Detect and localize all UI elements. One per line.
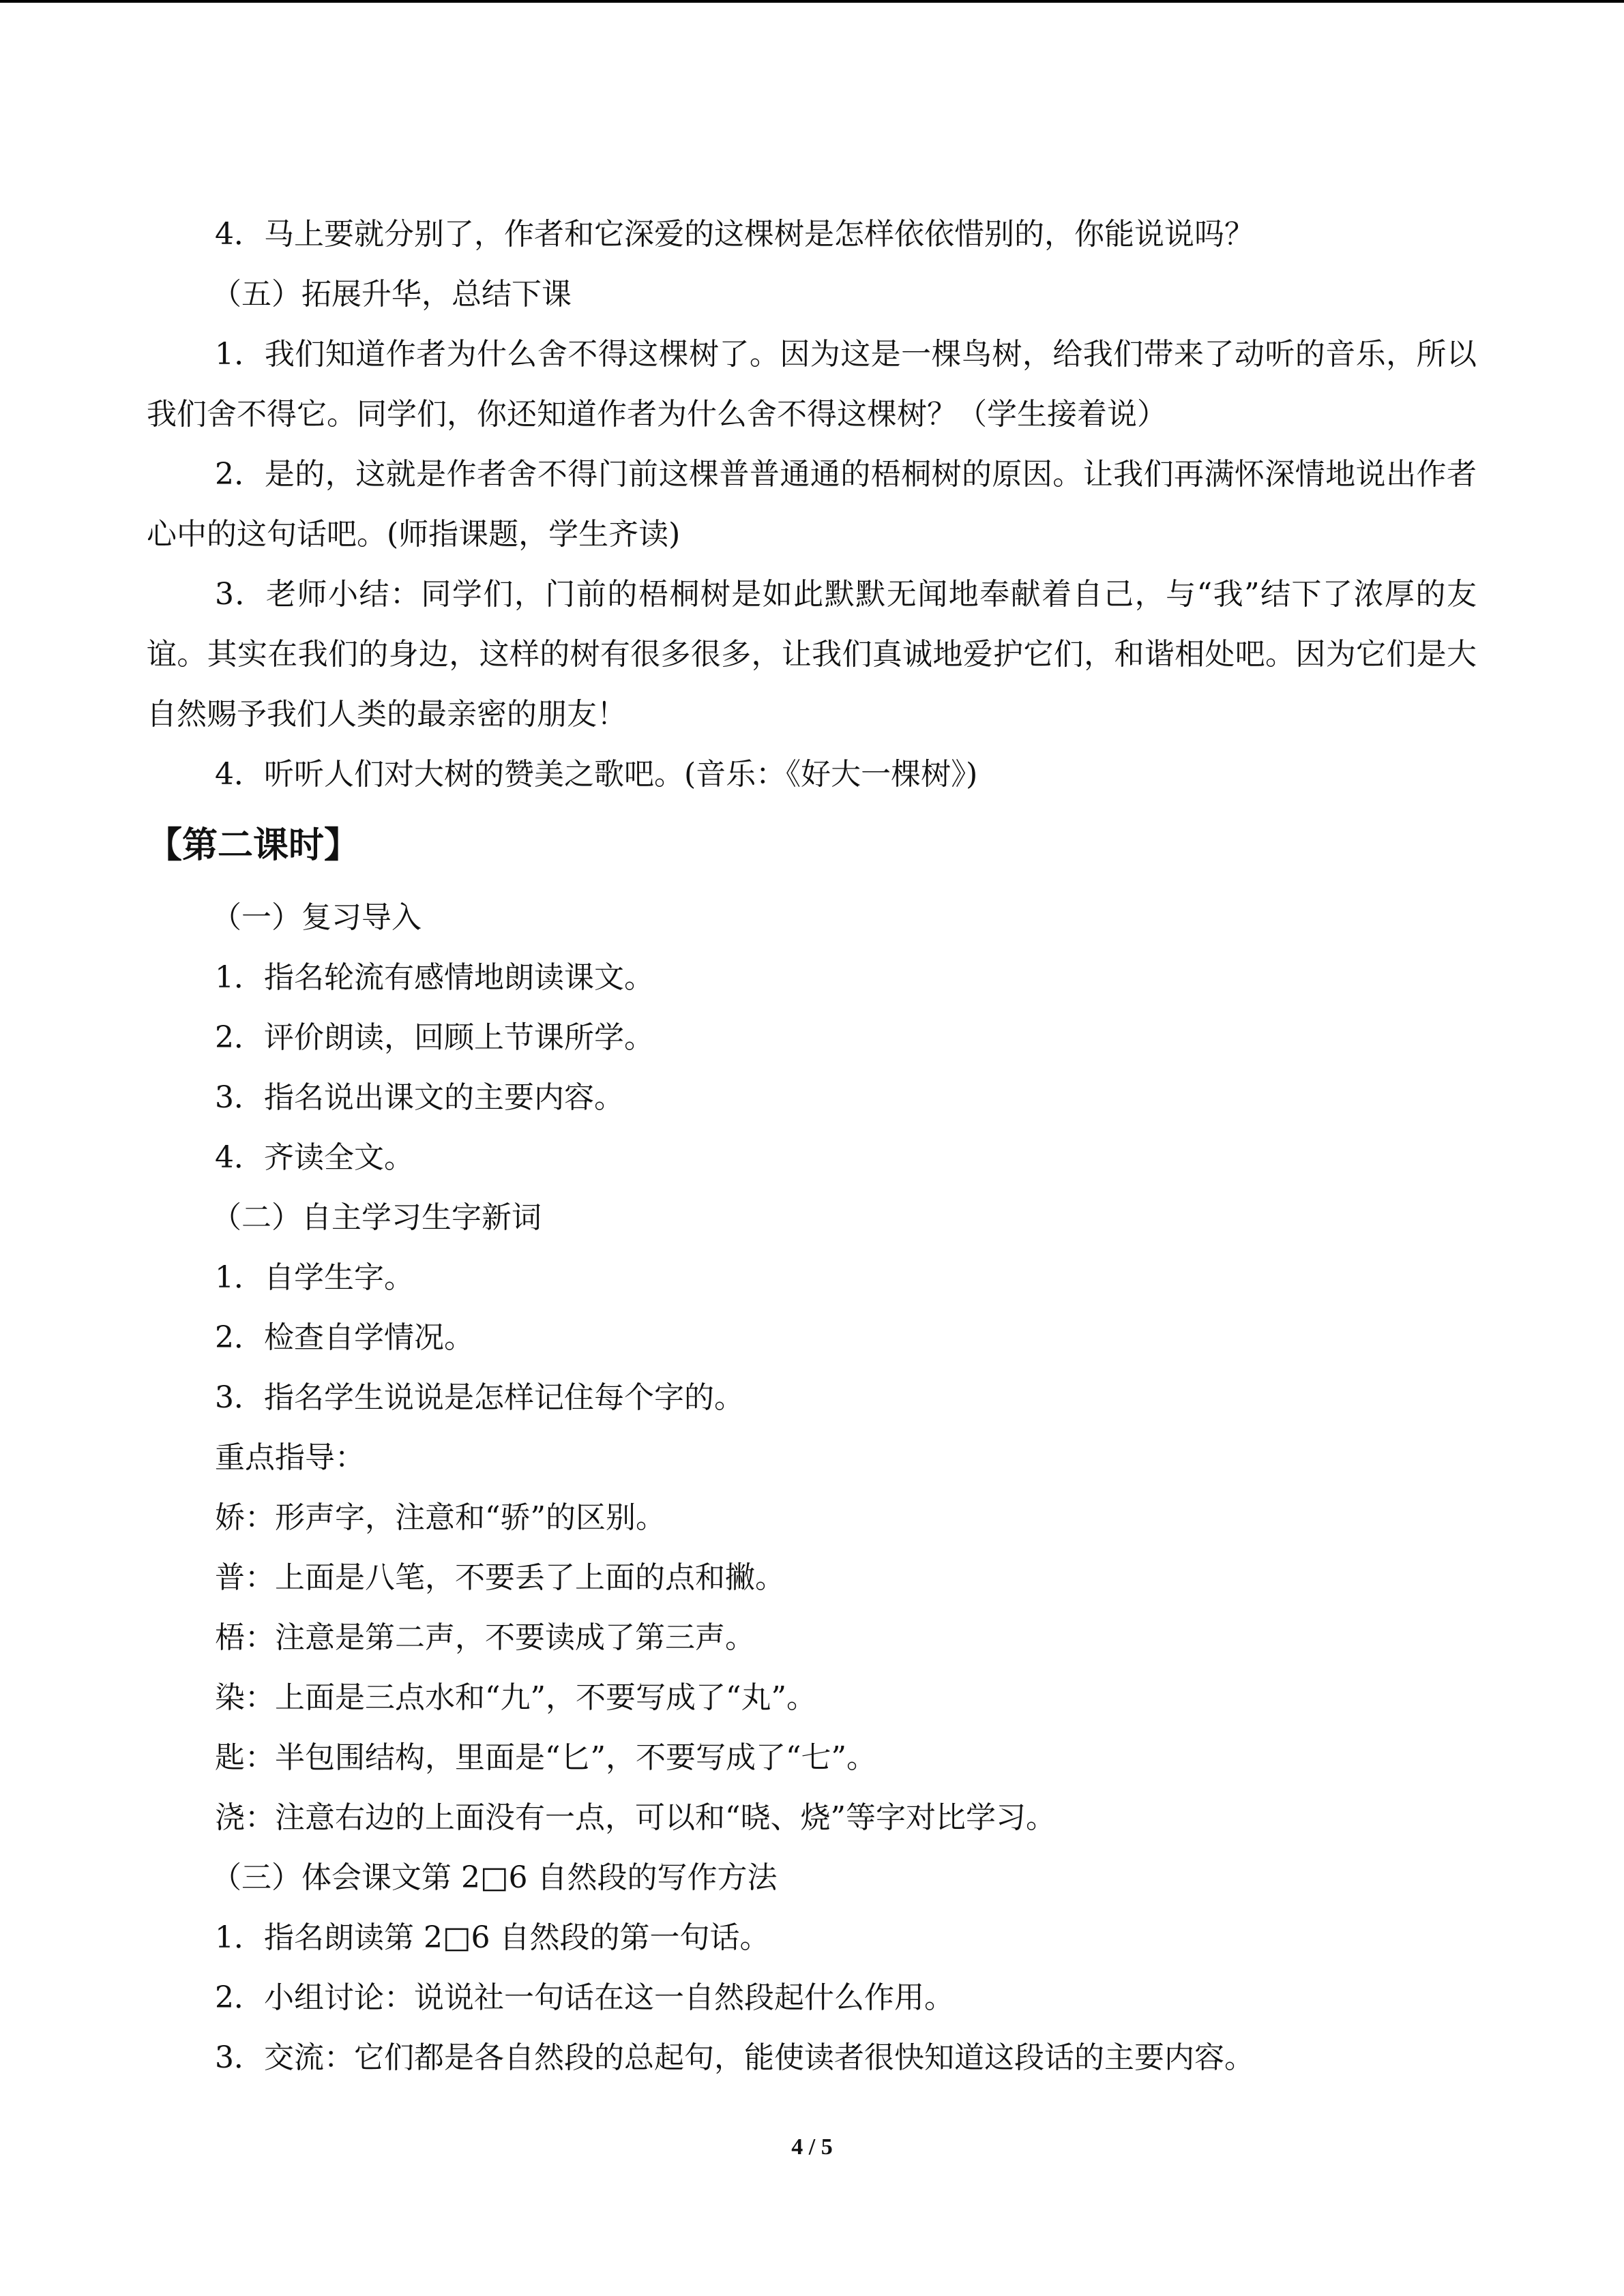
section-title: （三）体会课文第 2□6 自然段的写作方法 [211,1860,778,1895]
paragraph: 2．是的，这就是作者舍不得门前这棵普普通通的梧桐树的原因。让我们再满怀深情地说出作者心中的这句话吧。(师指课题，学生齐读) [147,457,1477,552]
section-title: （五）拓展升华，总结下课 [211,277,572,312]
paragraph: 4．听听人们对大树的赞美之歌吧。(音乐：《好大一棵树》) [215,757,978,792]
character-note: 浇：注意右边的上面没有一点，可以和“晓、烧”等字对比学习。 [215,1800,1056,1835]
character-note: 普：上面是八笔，不要丢了上面的点和撇。 [215,1560,785,1595]
character-note: 娇：形声字，注意和“骄”的区别。 [215,1500,666,1535]
list-item: 4．齐读全文。 [215,1140,414,1175]
paragraph: 3．老师小结：同学们，门前的梧桐树是如此默默无闻地奉献着自己，与“我”结下了浓厚的友谊。其实在我们的身边，这样的树有很多很多，让我们真诚地爱护它们，和谐相处吧。因为它们是大自然赐予我们人类的最亲密的朋友！ [147,577,1477,732]
list-item: 3．指名学生说说是怎样记住每个字的。 [215,1380,744,1415]
list-item: 3．交流：它们都是各自然段的总起句，能使读者很快知道这段话的主要内容。 [215,2040,1254,2075]
list-item: 2．检查自学情况。 [215,1320,474,1355]
document-page [147,205,1477,2088]
list-item: 1．指名轮流有感情地朗读课文。 [215,960,654,995]
character-note: 染：上面是三点水和“九”，不要写成了“丸”。 [215,1680,816,1715]
character-note: 匙：半包围结构，里面是“匕”，不要写成了“七”。 [215,1740,876,1775]
top-border-rule [0,0,1624,3]
list-item: 2．评价朗读，回顾上节课所学。 [215,1020,654,1055]
lesson-heading: 【第二课时】 [147,825,360,866]
list-item: 3．指名说出课文的主要内容。 [215,1080,624,1115]
list-item: 2．小组讨论：说说社一句话在这一自然段起什么作用。 [215,1980,954,2015]
section-title: （二）自主学习生字新词 [211,1200,542,1235]
list-item: 重点指导： [215,1440,365,1475]
paragraph: 1．我们知道作者为什么舍不得这棵树了。因为这是一棵鸟树，给我们带来了动听的音乐，所以我们舍不得它。同学们，你还知道作者为什么舍不得这棵树？（学生接着说） [147,337,1477,432]
paragraph: 4．马上要就分别了，作者和它深爱的这棵树是怎样依依惜别的，你能说说吗？ [215,217,1254,252]
list-item: 1．自学生字。 [215,1260,414,1295]
list-item: 1．指名朗读第 2□6 自然段的第一句话。 [215,1920,770,1955]
character-note: 梧：注意是第二声，不要读成了第三声。 [215,1620,755,1655]
section-title: （一）复习导入 [211,900,422,935]
page-number: 4 / 5 [791,2134,833,2160]
